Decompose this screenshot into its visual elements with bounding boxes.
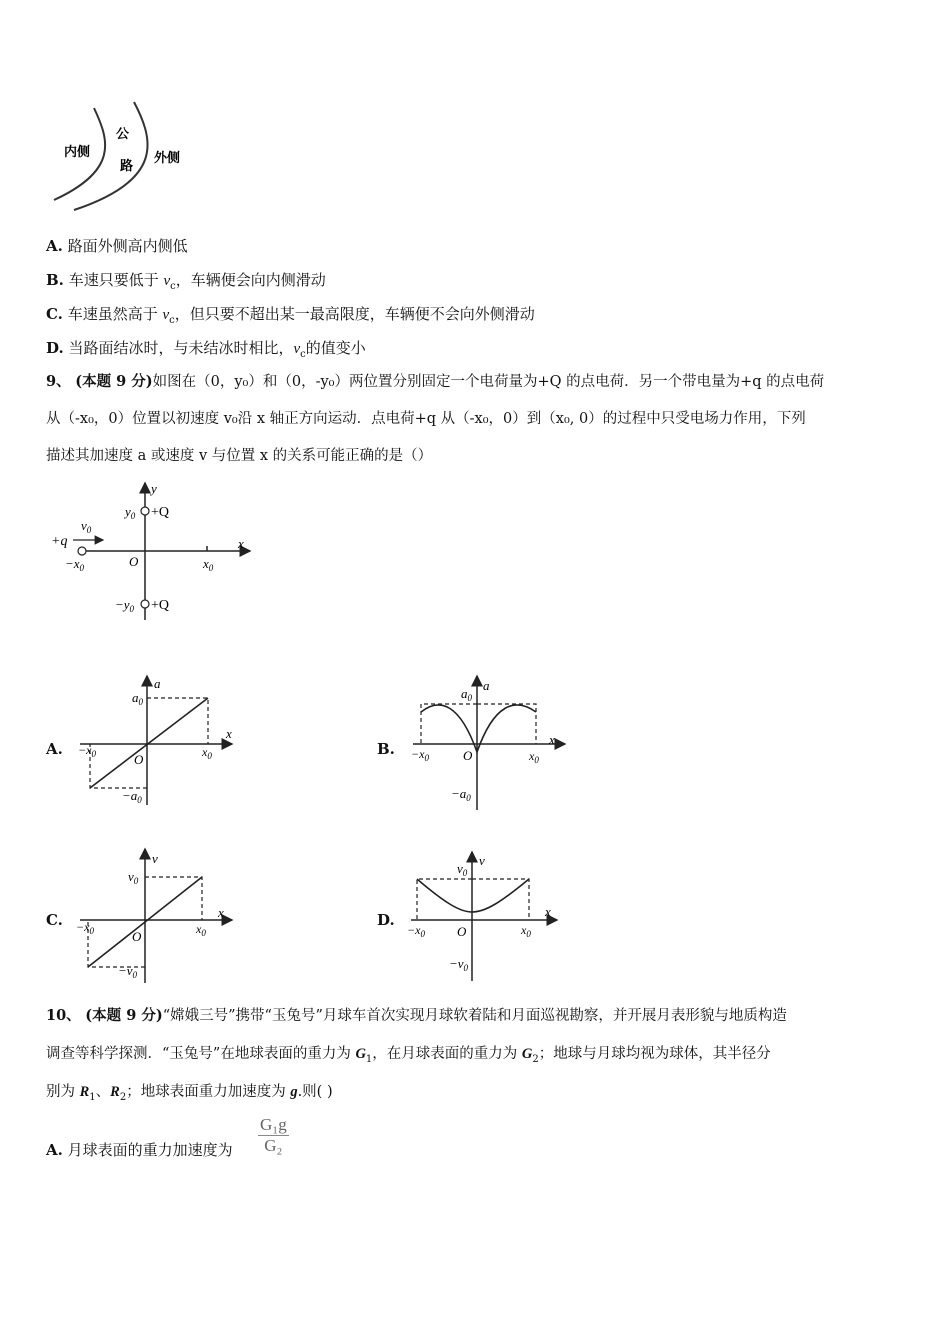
svg-text:x0: $x_0$ [202,745,212,761]
q8-option-a: A. 路面外侧高内侧低 [46,237,188,255]
x-axis-label: x [238,536,244,551]
svg-text:x: x [545,904,551,919]
svg-text:O: O [463,748,473,763]
road-inner-label: 内侧 [64,145,91,160]
svg-text:O: O [134,752,144,767]
q9-figure [45,478,265,628]
svg-text:−x0: $-x_0$ [76,920,94,936]
x0-label: $x_0$ [203,556,214,573]
svg-text:a: a [154,676,161,691]
charge-top-label: +Q [151,505,170,520]
v0-label: $v_0$ [81,518,92,535]
road-label-top: 公 [116,127,130,142]
origin-label: O [129,554,139,569]
svg-text:a0: $a_0$ [132,690,143,707]
y-axis-label: y [151,481,157,496]
svg-text:−v0: $-v_0$ [449,956,469,973]
q9-option-c-label: C. [46,911,63,929]
svg-text:x: x [218,905,224,920]
svg-text:−v0: $-v_0$ [118,963,138,980]
q9-option-d-label: D. [377,911,395,929]
q9-option-b-label: B. [377,740,395,758]
svg-text:v0: $v_0$ [457,861,468,878]
neg-x0-label: $-x_0$ [65,556,85,573]
q9-option-a-graph [72,672,242,807]
svg-text:O: O [132,929,142,944]
road-figure [44,100,204,215]
svg-text:v: v [479,853,485,868]
svg-text:v: v [152,851,158,866]
road-label-bottom: 路 [120,159,134,174]
q8-option-d: D. 当路面结冰时，与未结冰时相比，$v_c$的值变小 [46,339,366,360]
q8-option-c: C. 车速虽然高于 $v_c$，但只要不超出某一最高限度，车辆便不会向外侧滑动 [46,305,535,326]
q10-option-a: A. 月球表面的重力加速度为 [46,1141,233,1159]
svg-text:a0: $a_0$ [461,686,472,703]
q10-stem-line3: 别为 $R_1$、$R_2$；地球表面重力加速度为 g.则( ) [46,1084,333,1103]
q9-stem-line2: 从（-x₀，0）位置以初速度 v₀沿 x 轴正方向运动．点电荷+q 从（-x₀，0）到（x₀, 0）的过程中只受电场力作用，下列 [46,411,806,427]
svg-text:−a0: $-a_0$ [451,786,471,803]
q9-option-a-label: A. [46,740,63,758]
svg-text:x: x [549,732,555,747]
q10-stem-line2: 调查等科学探测．“玉兔号”在地球表面的重力为 $G_1$，在月球表面的重力为 $G_2$；地球与月球均视为球体，其半径分 [46,1046,771,1065]
q9-option-b-graph [405,672,575,812]
svg-text:a: a [483,678,490,693]
svg-text:−x0: $-x_0$ [407,923,425,939]
q8-option-b: B. 车速只要低于 $v_c$，车辆便会向内侧滑动 [46,271,326,292]
q9-stem-line1: 9、 (本题 9 分)如图在（0，y₀）和（0，-y₀）两位置分别固定一个电荷量为+Q 的点电荷．另一个带电量为+q 的点电荷 [46,373,825,390]
q9-option-d-graph [405,848,575,983]
svg-text:x: x [226,726,232,741]
svg-text:x0: $x_0$ [521,923,531,939]
svg-text:v0: $v_0$ [128,869,139,886]
neg-y0-label: $-y_0$ [115,597,135,614]
svg-text:−x0: $-x_0$ [78,743,96,759]
svg-text:−x0: $-x_0$ [411,747,429,763]
road-outer-label: 外侧 [154,151,181,166]
q10-stem-line1: 10、 (本题 9 分)“嫦娥三号”携带“玉兔号”月球车首次实现月球软着陆和月面巡视勘察，并开展月表形貌与地质构造 [46,1007,787,1024]
svg-text:x0: $x_0$ [529,749,539,765]
q10-option-a-fraction: $\frac{\text{G₁g}}{\text{G₂}}$ [260,1115,287,1155]
svg-text:O: O [457,924,467,939]
svg-text:x0: $x_0$ [196,922,206,938]
charge-bottom-label: +Q [151,598,170,613]
y0-label: $y_0$ [125,504,136,521]
q9-option-c-graph [72,845,242,985]
svg-text:−a0: $-a_0$ [122,788,142,805]
q-label: +q [51,534,68,549]
q9-stem-line3: 描述其加速度 a 或速度 v 与位置 x 的关系可能正确的是（） [46,448,433,464]
